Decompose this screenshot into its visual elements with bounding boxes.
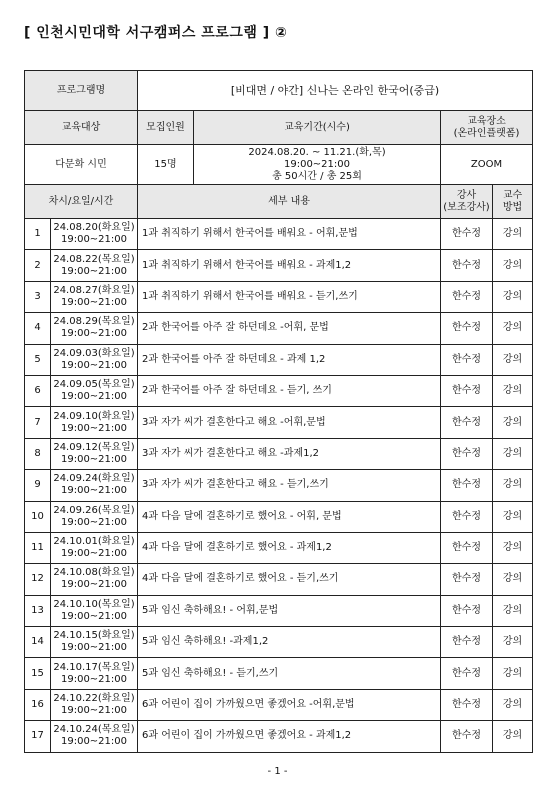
session-content: 6과 어린이 집이 가까웠으면 좋겠어요 - 과제1,2 xyxy=(138,721,441,752)
session-date: 24.10.01(화요일) xyxy=(53,536,135,548)
session-method: 강의 xyxy=(493,658,533,689)
session-method: 강의 xyxy=(493,250,533,281)
session-date: 24.10.10(목요일) xyxy=(53,598,135,610)
session-time: 19:00~21:00 xyxy=(60,359,127,371)
session-method: 강의 xyxy=(493,689,533,720)
session-time: 19:00~21:00 xyxy=(60,422,127,434)
session-content: 4과 다음 달에 결혼하기로 했어요 - 어휘, 문법 xyxy=(138,501,441,532)
session-row xyxy=(25,721,533,752)
session-number: 5 xyxy=(25,344,51,375)
session-method: 강의 xyxy=(493,438,533,469)
page-title: [ 인천시민대학 서구캠퍼스 프로그램 ] ② xyxy=(24,25,288,41)
session-date: 24.10.08(화요일) xyxy=(53,567,135,579)
session-content: 1과 취직하기 위해서 한국어를 배워요 - 어휘,문법 xyxy=(138,219,441,250)
venue-label-line1: 교육장소 xyxy=(467,115,506,127)
session-datetime xyxy=(51,658,138,689)
session-time: 19:00~21:00 xyxy=(60,579,127,591)
session-row xyxy=(25,438,533,469)
session-number: 9 xyxy=(25,470,51,501)
content-header: 세부 내용 xyxy=(138,185,441,219)
session-datetime xyxy=(51,564,138,595)
session-instructor: 한수정 xyxy=(441,375,493,406)
session-row xyxy=(25,532,533,563)
period-line1: 2024.08.20. ~ 11.21.(화,목) xyxy=(248,146,386,158)
session-instructor: 한수정 xyxy=(441,219,493,250)
session-time: 19:00~21:00 xyxy=(60,548,127,560)
session-number: 11 xyxy=(25,532,51,563)
session-number: 3 xyxy=(25,281,51,312)
info-header-row xyxy=(25,111,533,145)
session-number: 7 xyxy=(25,407,51,438)
recruit-label: 모집인원 xyxy=(138,111,194,145)
session-instructor: 한수정 xyxy=(441,501,493,532)
session-row xyxy=(25,313,533,344)
session-time: 19:00~21:00 xyxy=(60,234,127,246)
recruit-value: 15명 xyxy=(138,145,194,185)
session-instructor: 한수정 xyxy=(441,250,493,281)
session-time: 19:00~21:00 xyxy=(60,705,127,717)
program-name-value: [비대면 / 야간] 신나는 온라인 한국어(중급) xyxy=(138,71,533,111)
session-datetime xyxy=(51,219,138,250)
session-number: 4 xyxy=(25,313,51,344)
session-row xyxy=(25,658,533,689)
session-row xyxy=(25,375,533,406)
session-method: 강의 xyxy=(493,375,533,406)
session-datetime xyxy=(51,250,138,281)
period-value xyxy=(194,145,441,185)
session-instructor: 한수정 xyxy=(441,344,493,375)
session-number: 15 xyxy=(25,658,51,689)
session-datetime xyxy=(51,470,138,501)
session-content: 2과 한국어를 아주 잘 하던데요 - 듣기, 쓰기 xyxy=(138,375,441,406)
session-method: 강의 xyxy=(493,564,533,595)
session-number: 14 xyxy=(25,627,51,658)
session-time: 19:00~21:00 xyxy=(60,485,127,497)
session-datetime xyxy=(51,344,138,375)
session-row xyxy=(25,689,533,720)
session-row xyxy=(25,281,533,312)
venue-label xyxy=(441,111,533,145)
session-datetime xyxy=(51,313,138,344)
session-date: 24.09.24(화요일) xyxy=(53,473,135,485)
session-date: 24.10.24(목요일) xyxy=(53,724,135,736)
session-method: 강의 xyxy=(493,407,533,438)
session-date: 24.08.27(화요일) xyxy=(53,284,135,296)
session-date: 24.09.05(목요일) xyxy=(53,379,135,391)
program-table xyxy=(24,70,533,753)
session-header: 차시/요일/시간 xyxy=(25,185,138,219)
session-instructor: 한수정 xyxy=(441,627,493,658)
session-content: 2과 한국어를 아주 잘 하던데요 -어휘, 문법 xyxy=(138,313,441,344)
session-method: 강의 xyxy=(493,470,533,501)
session-number: 10 xyxy=(25,501,51,532)
session-instructor: 한수정 xyxy=(441,470,493,501)
method-header-line2: 방법 xyxy=(502,201,523,213)
session-instructor: 한수정 xyxy=(441,438,493,469)
session-method: 강의 xyxy=(493,532,533,563)
session-date: 24.09.26(목요일) xyxy=(53,504,135,516)
session-datetime xyxy=(51,375,138,406)
session-date: 24.08.22(목요일) xyxy=(53,253,135,265)
session-content: 3과 자가 씨가 결혼한다고 해요 - 듣기,쓰기 xyxy=(138,470,441,501)
session-datetime xyxy=(51,281,138,312)
session-number: 16 xyxy=(25,689,51,720)
session-date: 24.10.17(목요일) xyxy=(53,661,135,673)
session-datetime xyxy=(51,532,138,563)
session-content: 1과 취직하기 위해서 한국어를 배워요 - 듣기,쓰기 xyxy=(138,281,441,312)
session-time: 19:00~21:00 xyxy=(60,391,127,403)
target-label: 교육대상 xyxy=(25,111,138,145)
session-number: 12 xyxy=(25,564,51,595)
info-value-row xyxy=(25,145,533,185)
session-datetime xyxy=(51,689,138,720)
session-method: 강의 xyxy=(493,595,533,626)
session-number: 1 xyxy=(25,219,51,250)
session-instructor: 한수정 xyxy=(441,658,493,689)
venue-label-line2: (온라인플랫폼) xyxy=(453,127,520,139)
period-line3: 총 50시간 / 총 25회 xyxy=(272,170,362,182)
session-time: 19:00~21:00 xyxy=(60,265,127,277)
session-content: 3과 자가 씨가 결혼한다고 해요 -어휘,문법 xyxy=(138,407,441,438)
session-time: 19:00~21:00 xyxy=(60,736,127,748)
session-row xyxy=(25,344,533,375)
session-row xyxy=(25,501,533,532)
session-date: 24.10.15(화요일) xyxy=(53,630,135,642)
session-method: 강의 xyxy=(493,313,533,344)
session-method: 강의 xyxy=(493,501,533,532)
period-line2: 19:00~21:00 xyxy=(283,158,350,170)
session-content: 4과 다음 달에 결혼하기로 했어요 - 과제1,2 xyxy=(138,532,441,563)
session-time: 19:00~21:00 xyxy=(60,453,127,465)
session-datetime xyxy=(51,721,138,752)
session-content: 5과 임신 축하해요! -과제1,2 xyxy=(138,627,441,658)
instructor-header-line2: (보조강사) xyxy=(443,201,490,213)
venue-value: ZOOM xyxy=(441,145,533,185)
session-date: 24.10.22(화요일) xyxy=(53,693,135,705)
session-instructor: 한수정 xyxy=(441,564,493,595)
session-time: 19:00~21:00 xyxy=(60,516,127,528)
session-content: 3과 자가 씨가 결혼한다고 해요 -과제1,2 xyxy=(138,438,441,469)
session-content: 5과 임신 축하해요! - 어휘,문법 xyxy=(138,595,441,626)
program-name-label: 프로그램명 xyxy=(25,71,138,111)
session-datetime xyxy=(51,501,138,532)
session-date: 24.09.12(목요일) xyxy=(53,441,135,453)
session-number: 13 xyxy=(25,595,51,626)
session-date: 24.09.03(화요일) xyxy=(53,347,135,359)
session-row xyxy=(25,219,533,250)
instructor-header xyxy=(441,185,493,219)
session-datetime xyxy=(51,595,138,626)
session-content: 5과 임신 축하해요! - 듣기,쓰기 xyxy=(138,658,441,689)
session-row xyxy=(25,407,533,438)
session-method: 강의 xyxy=(493,344,533,375)
session-instructor: 한수정 xyxy=(441,689,493,720)
period-label: 교육기간(시수) xyxy=(194,111,441,145)
program-name-row xyxy=(25,71,533,111)
session-number: 8 xyxy=(25,438,51,469)
session-date: 24.08.29(목요일) xyxy=(53,316,135,328)
session-content: 4과 다음 달에 결혼하기로 했어요 - 듣기,쓰기 xyxy=(138,564,441,595)
session-method: 강의 xyxy=(493,219,533,250)
session-time: 19:00~21:00 xyxy=(60,296,127,308)
page-number: - 1 - xyxy=(267,766,288,777)
schedule-header-row xyxy=(25,185,533,219)
session-row xyxy=(25,595,533,626)
session-content: 2과 한국어를 아주 잘 하던데요 - 과제 1,2 xyxy=(138,344,441,375)
session-instructor: 한수정 xyxy=(441,721,493,752)
session-time: 19:00~21:00 xyxy=(60,610,127,622)
session-datetime xyxy=(51,627,138,658)
session-method: 강의 xyxy=(493,627,533,658)
session-content: 6과 어린이 집이 가까웠으면 좋겠어요 -어휘,문법 xyxy=(138,689,441,720)
method-header xyxy=(493,185,533,219)
session-method: 강의 xyxy=(493,721,533,752)
session-instructor: 한수정 xyxy=(441,407,493,438)
instructor-header-line1: 강사 xyxy=(456,189,477,201)
session-row xyxy=(25,470,533,501)
session-number: 6 xyxy=(25,375,51,406)
session-method: 강의 xyxy=(493,281,533,312)
method-header-line1: 교수 xyxy=(502,189,523,201)
session-date: 24.09.10(화요일) xyxy=(53,410,135,422)
session-number: 17 xyxy=(25,721,51,752)
session-row xyxy=(25,250,533,281)
session-instructor: 한수정 xyxy=(441,532,493,563)
session-time: 19:00~21:00 xyxy=(60,328,127,340)
session-time: 19:00~21:00 xyxy=(60,642,127,654)
session-instructor: 한수정 xyxy=(441,595,493,626)
session-row xyxy=(25,627,533,658)
session-content: 1과 취직하기 위해서 한국어를 배워요 - 과제1,2 xyxy=(138,250,441,281)
session-datetime xyxy=(51,438,138,469)
target-value: 다문화 시민 xyxy=(25,145,138,185)
session-instructor: 한수정 xyxy=(441,313,493,344)
session-date: 24.08.20(화요일) xyxy=(53,222,135,234)
session-datetime xyxy=(51,407,138,438)
session-number: 2 xyxy=(25,250,51,281)
session-instructor: 한수정 xyxy=(441,281,493,312)
session-time: 19:00~21:00 xyxy=(60,673,127,685)
session-row xyxy=(25,564,533,595)
